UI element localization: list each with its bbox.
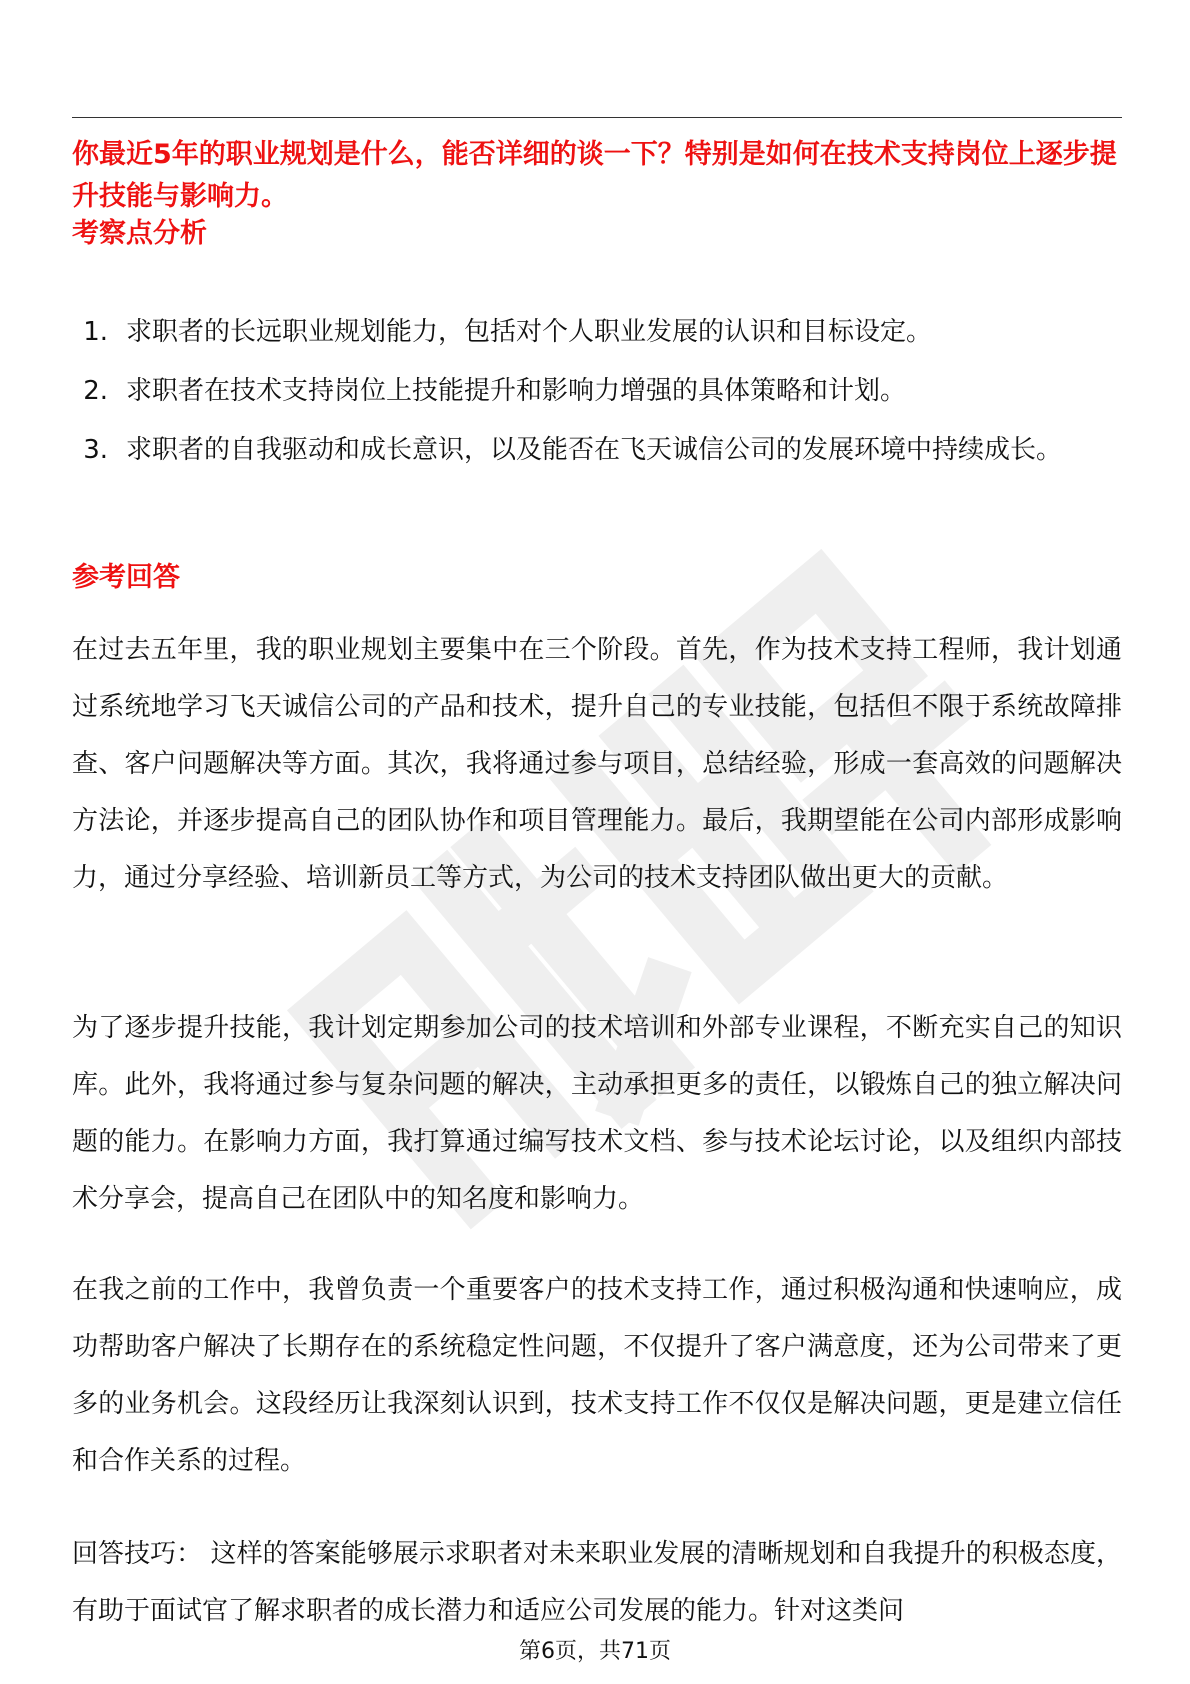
list-item-number: 3. [83,435,108,465]
answer-paragraph: 为了逐步提升技能，我计划定期参加公司的技术培训和外部专业课程，不断充实自己的知识库。此外，我将通过参与复杂问题的解决，主动承担更多的责任，以锻炼自己的独立解决问题的能力。在影响力方面，我打算通过编写技术文档、参与技术论坛讨论，以及组织内部技术分享会，提高自己在团队中的知名度和影响力。 [72,1013,1122,1214]
list-item [72,421,1122,480]
list-item [72,362,1122,421]
answer-paragraph: 在过去五年里，我的职业规划主要集中在三个阶段。首先，作为技术支持工程师，我计划通过系统地学习飞天诚信公司的产品和技术，提升自己的专业技能，包括但不限于系统故障排查、客户问题解决等方面。其次，我将通过参与项目，总结经验，形成一套高效的问题解决方法论，并逐步提高自己的团队协作和项目管理能力。最后，我期望能在公司内部形成影响力，通过分享经验、培训新员工等方式，为公司的技术支持团队做出更大的贡献。 [72,635,1122,893]
page-number: 第6页，共71页 [519,1639,671,1664]
list-item-text: 求职者在技术支持岗位上技能提升和影响力增强的具体策略和计划。 [126,376,907,406]
answer-heading: 参考回答 [72,562,180,593]
interview-question: 你最近5年的职业规划是什么，能否详细的谈一下？特别是如何在技术支持岗位上逐步提升技能与影响力。 [72,139,1117,212]
list-item-number: 1. [83,317,108,347]
list-item-text: 求职者的长远职业规划能力，包括对个人职业发展的认识和目标设定。 [126,317,933,347]
answer-paragraph: 在我之前的工作中，我曾负责一个重要客户的技术支持工作，通过积极沟通和快速响应，成功帮助客户解决了长期存在的系统稳定性问题，不仅提升了客户满意度，还为公司带来了更多的业务机会。这段经历让我深刻认识到，技术支持工作不仅仅是解决问题，更是建立信任和合作关系的过程。 [72,1275,1122,1476]
analysis-heading: 考察点分析 [72,218,207,249]
analysis-list [72,303,1122,480]
answer-tips-paragraph: 回答技巧： 这样的答案能够展示求职者对未来职业发展的清晰规划和自我提升的积极态度，有助于面试官了解求职者的成长潜力和适应公司发展的能力。针对这类问 [72,1539,1122,1626]
list-item-number: 2. [83,376,108,406]
header-rule [72,117,1122,118]
list-item-text: 求职者的自我驱动和成长意识，以及能否在飞天诚信公司的发展环境中持续成长。 [126,435,1063,465]
list-item [72,303,1122,362]
